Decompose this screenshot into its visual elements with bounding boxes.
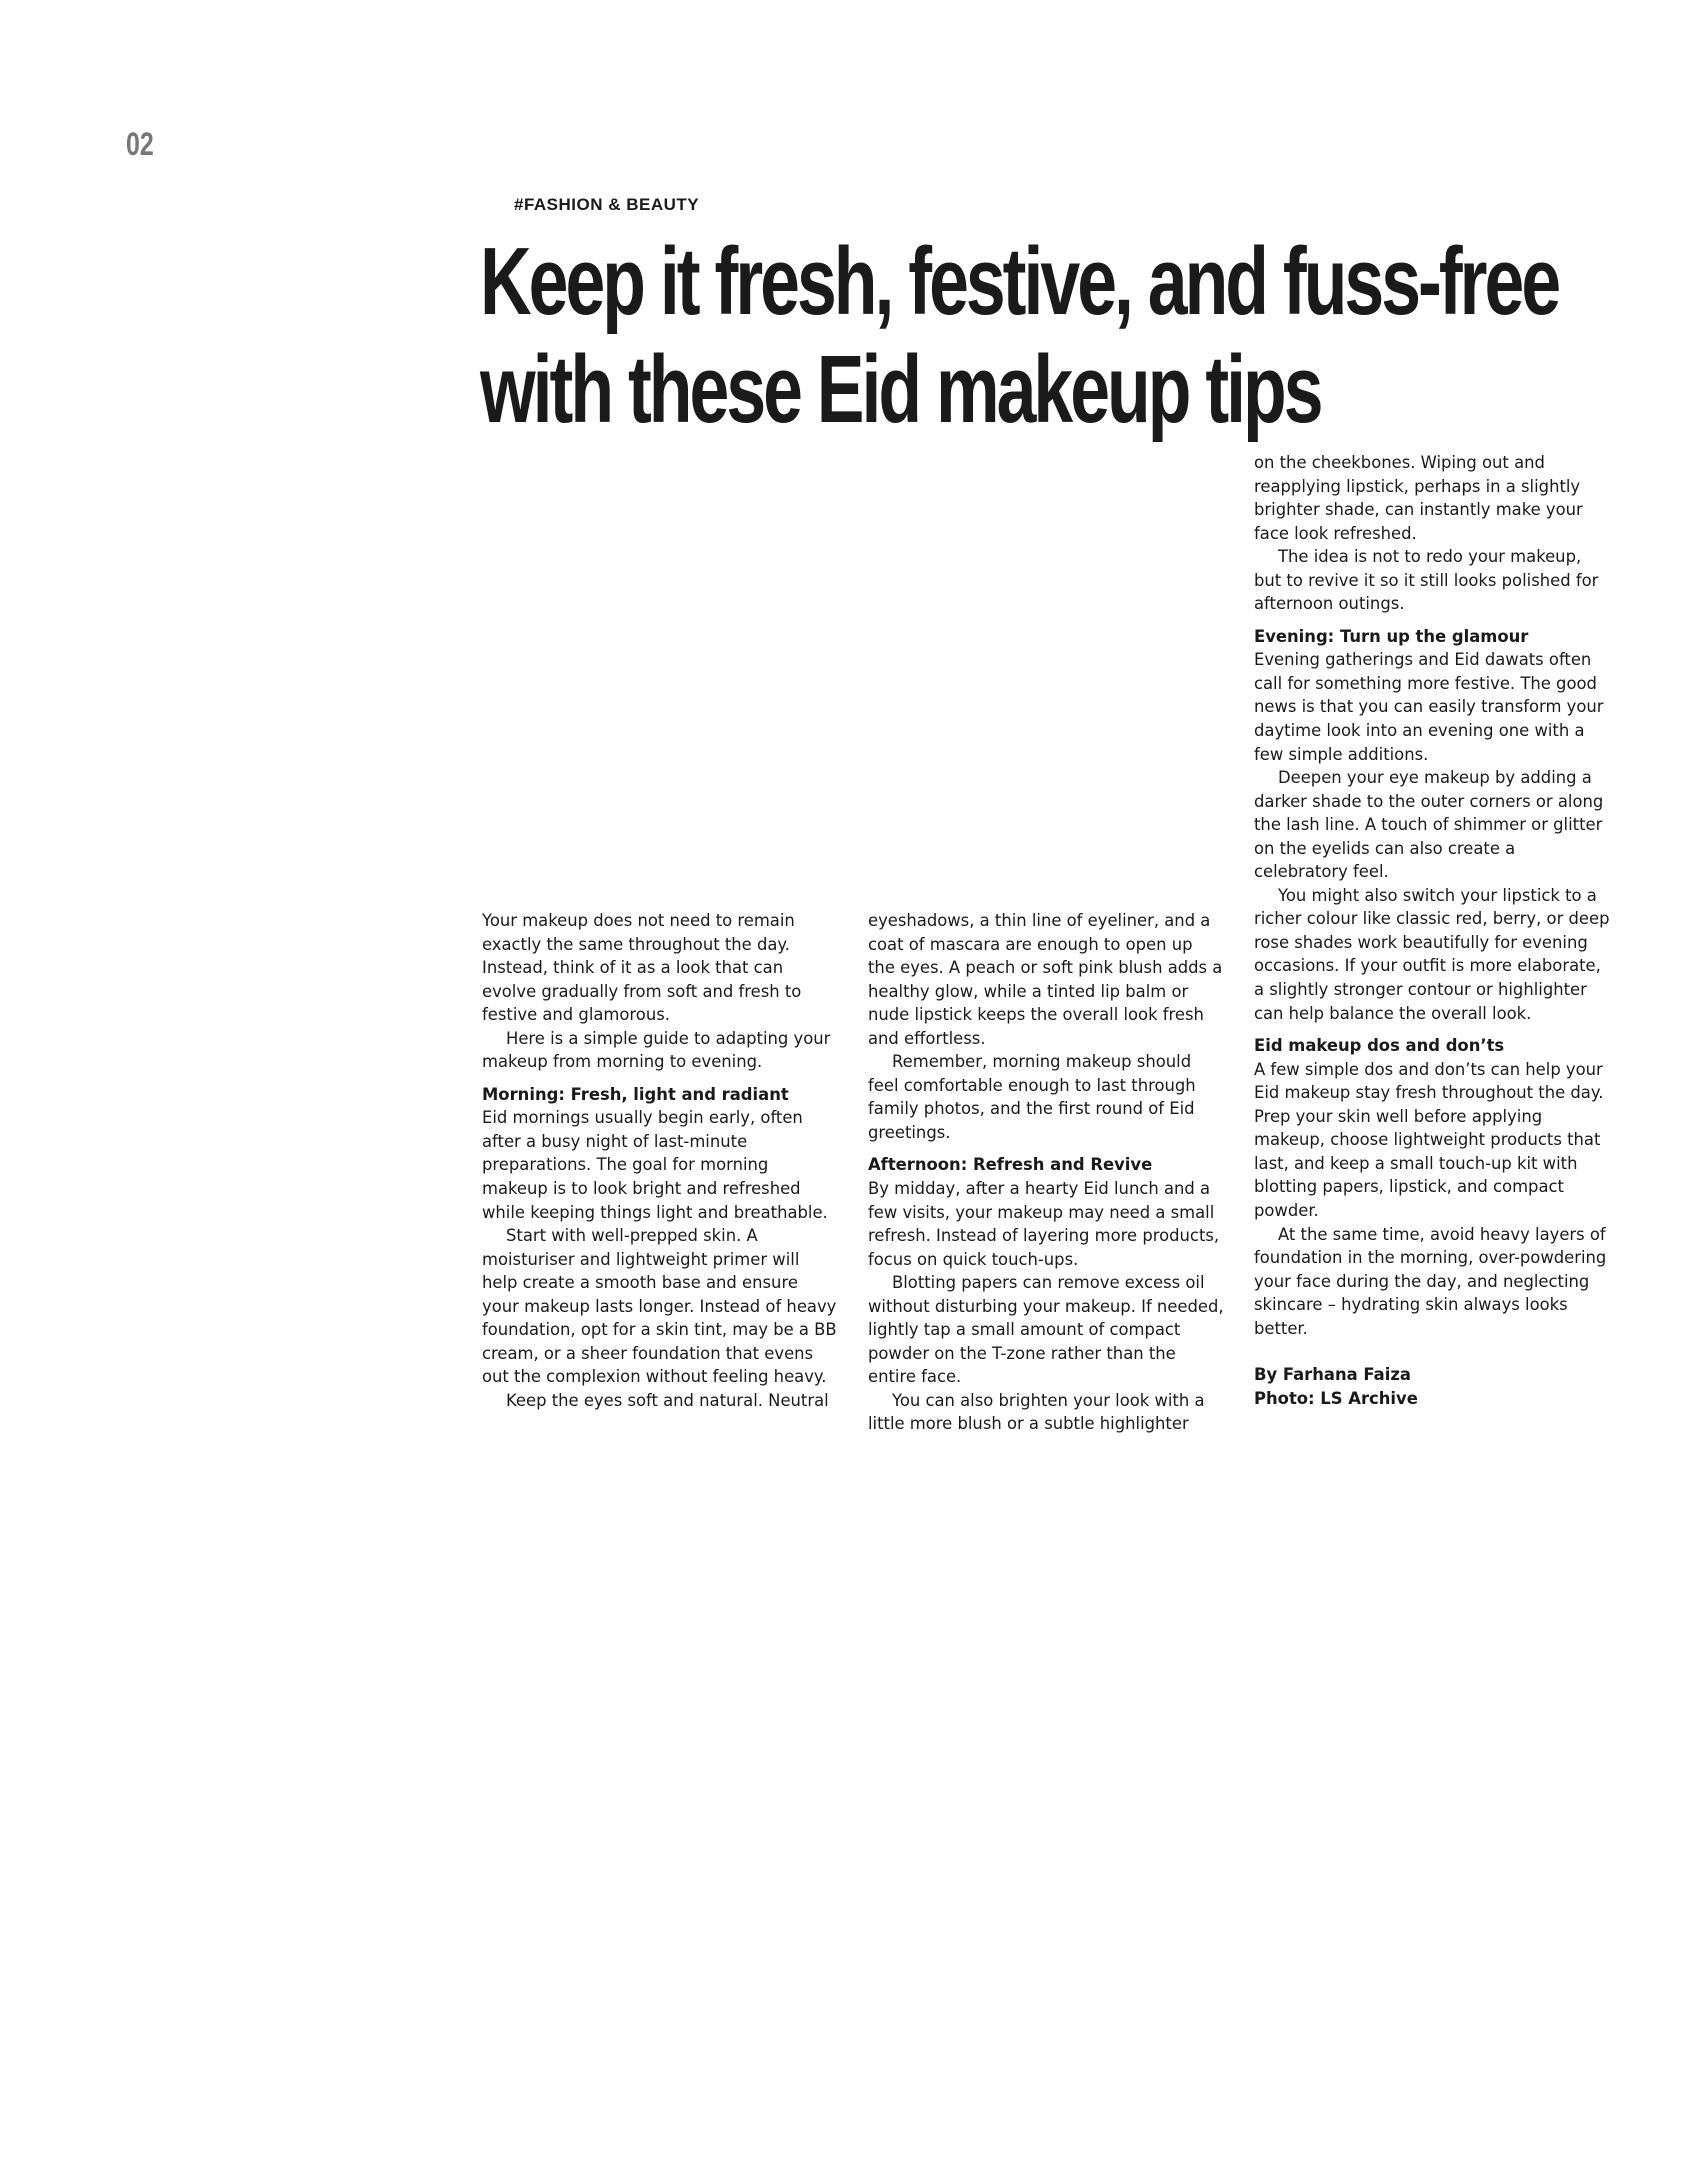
body-paragraph: A few simple dos and don’ts can help your Eid makeup stay fresh throughout the day. Prep your skin well before applying makeup, choose lightweight products that last, and keep a small touch-up kit with blotting papers, lipstick, and compact powder. — [1254, 1059, 1604, 1220]
body-paragraph: The idea is not to redo your makeup, but to revive it so it still looks polished for afternoon outings. — [1254, 547, 1599, 614]
headline — [480, 228, 1559, 444]
body-paragraph: Remember, morning makeup should feel comfortable enough to last through family photos, and the first round of Eid greetings. — [868, 1052, 1196, 1142]
body-paragraph: Start with well-prepped skin. A moisturiser and lightweight primer will help create a smooth base and ensure your makeup lasts longer. Instead of heavy foundation, opt for a skin tint, may be a BB cream, or a sheer foundation that evens out the complexion without feeling heavy. — [482, 1226, 837, 1387]
article-column-1 — [482, 909, 838, 1412]
subheading-evening: Evening: Turn up the glamour — [1254, 626, 1529, 646]
body-paragraph: Keep the eyes soft and natural. Neutral — [506, 1390, 829, 1410]
subheading-dos-donts: Eid makeup dos and don’ts — [1254, 1036, 1505, 1056]
body-paragraph: You can also brighten your look with a little more blush or a subtle highlighter — [868, 1390, 1205, 1434]
photo-credit: Photo: LS Archive — [1254, 1388, 1418, 1408]
body-paragraph: You might also switch your lipstick to a richer colour like classic red, berry, or deep rose shades work beautifully for evening occasions. If your outfit is more elaborate, a slightly stronger contour or highlighter can help balance the overall look. — [1254, 885, 1610, 1023]
body-paragraph: eyeshadows, a thin line of eyeliner, and a coat of mascara are enough to open up the eyes. A peach or soft pink blush adds a healthy glow, while a tinted lip balm or nude lipstick keeps the overall look fresh and effortless. — [868, 911, 1223, 1048]
headline-line-1: Keep it fresh, festive, and fuss-free — [480, 228, 1559, 335]
subheading-afternoon: Afternoon: Refresh and Revive — [868, 1155, 1153, 1175]
body-paragraph: Evening gatherings and Eid dawats often call for something more festive. The good news is that you can easily transform your daytime look into an evening one with a few simple additions. — [1254, 650, 1604, 764]
body-paragraph: on the cheekbones. Wiping out and reapplying lipstick, perhaps in a slightly brighter shade, can instantly make your face look refreshed. — [1254, 453, 1583, 543]
subheading-morning: Morning: Fresh, light and radiant — [482, 1084, 789, 1104]
byline: By Farhana Faiza — [1254, 1365, 1411, 1385]
intro-paragraph: Your makeup does not need to remain exactly the same throughout the day. Instead, think of it as a look that can evolve gradually from soft and fresh to festive and glamorous. — [482, 911, 802, 1025]
headline-line-2: with these Eid makeup tips — [480, 336, 1321, 443]
body-paragraph: By midday, after a hearty Eid lunch and a few visits, your makeup may need a small refresh. Instead of layering more products, focus on quick touch-ups. — [868, 1179, 1220, 1269]
body-paragraph: Deepen your eye makeup by adding a darker shade to the outer corners or along the lash line. A touch of shimmer or glitter on the eyelids can also create a celebratory feel. — [1254, 768, 1604, 882]
intro-paragraph: Here is a simple guide to adapting your makeup from morning to evening. — [482, 1028, 831, 1072]
article-column-2 — [868, 909, 1224, 1436]
page-number: 02 — [126, 126, 154, 162]
section-tag: #FASHION & BEAUTY — [514, 195, 700, 214]
body-paragraph: Blotting papers can remove excess oil without disturbing your makeup. If needed, lightly tap a small amount of compact powder on the T-zone rather than the entire face. — [868, 1273, 1224, 1387]
credits — [1254, 1363, 1610, 1410]
article-column-3 — [1254, 451, 1610, 1410]
body-paragraph: Eid mornings usually begin early, often after a busy night of last-minute preparations. The goal for morning makeup is to look bright and refreshed while keeping things light and breathable. — [482, 1108, 828, 1222]
body-paragraph: At the same time, avoid heavy layers of foundation in the morning, over-powdering your face during the day, and neglecting skincare – hydrating skin always looks better. — [1254, 1224, 1607, 1338]
